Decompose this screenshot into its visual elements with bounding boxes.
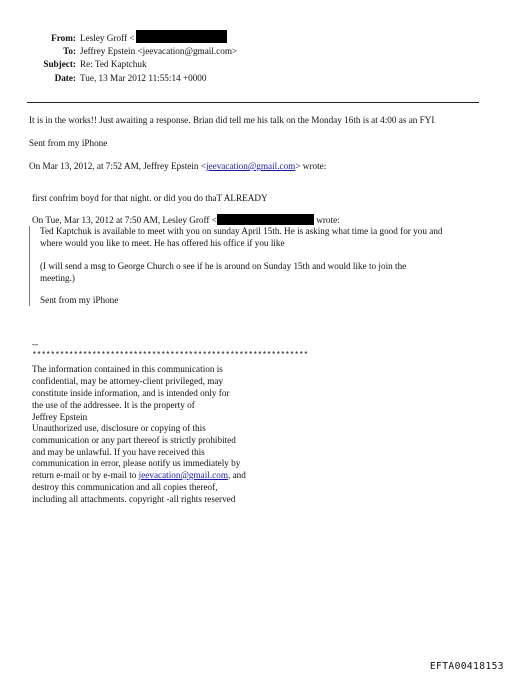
signature-line: communication in error, please notify us immediately by <box>32 458 241 468</box>
signature-line: communication or any part thereof is strictly prohibited <box>32 435 236 445</box>
signature-email-line <box>32 469 246 481</box>
signature-line: destroy this communication and all copies thereof, <box>32 482 218 492</box>
reply1-suffix: > wrote: <box>295 161 327 171</box>
sent-from-iphone-2: Sent from my iPhone <box>40 295 119 305</box>
reply2-prefix: On Tue, Mar 13, 2012 at 7:50 AM, Lesley Groff < <box>32 215 217 225</box>
quote-line-3: (I will send a msg to George Church o see if he is around on Sunday 15th and would like to join the <box>40 261 407 271</box>
signature-dashes: -- <box>32 339 39 349</box>
reply2-suffix: wrote: <box>313 215 340 225</box>
date-label: Date: <box>54 73 76 83</box>
signature-line: including all attachments. copyright -all rights reserved <box>32 494 236 504</box>
signature-line: constitute inside information, and is intended only for <box>32 388 230 398</box>
from-label: From: <box>51 33 76 43</box>
to-value: Jeffrey Epstein <jeevacation@gmail.com> <box>80 46 238 56</box>
signature-line: confidential, may be attorney-client privileged, may <box>32 376 224 386</box>
document-id: EFTA00418153 <box>429 661 504 672</box>
date-value: Tue, 13 Mar 2012 11:55:14 +0000 <box>80 73 207 83</box>
reply-attribution-1 <box>29 160 326 172</box>
header-divider <box>27 102 479 103</box>
body-line-1: It is in the works!! Just awaiting a response. Brian did tell me his talk on the Monday 16th is at 4:00 as an FYI <box>29 115 435 125</box>
redaction-box <box>217 214 314 225</box>
subject-value: Re: Ted Kaptchuk <box>80 59 147 69</box>
header-subject-row <box>0 58 512 70</box>
quote-line-4: meeting.) <box>40 273 75 283</box>
header-date-row <box>0 72 512 84</box>
signature-line: and may be unlawful. If you have received this <box>32 447 205 457</box>
signature-email-suffix: , and <box>227 470 246 480</box>
quote-line-1: Ted Kaptchuk is available to meet with you on sunday April 15th. He is asking what time ia good for you and <box>40 226 443 236</box>
redaction-box <box>136 30 227 43</box>
email-link[interactable]: jeevacation@gmail.com <box>206 161 296 171</box>
header-from-row <box>0 32 512 44</box>
body-confirm-line: first confrim boyd for that night. or did you do thaT ALREADY <box>32 193 268 203</box>
signature-email-prefix: return e-mail or by e-mail to <box>32 470 139 480</box>
sent-from-iphone-1: Sent from my iPhone <box>29 138 108 148</box>
reply1-prefix: On Mar 13, 2012, at 7:52 AM, Jeffrey Epstein < <box>29 161 206 171</box>
subject-label: Subject: <box>43 59 76 69</box>
signature-line: the use of the addressee. It is the property of <box>32 400 195 410</box>
signature-line: Unauthorized use, disclosure or copying of this <box>32 423 206 433</box>
to-label: To: <box>63 46 76 56</box>
signature-line: Jeffrey Epstein <box>32 412 88 422</box>
quote-line-2: where would you like to meet. He has offered his office if you like <box>40 238 285 248</box>
quote-bar <box>29 226 30 306</box>
from-name: Lesley Groff < <box>80 33 135 43</box>
signature-stars: ************************************************************ <box>32 351 309 360</box>
signature-email-link[interactable]: jeevacation@gmail.com <box>138 470 228 480</box>
from-value <box>80 32 227 44</box>
signature-line: The information contained in this communication is <box>32 364 223 374</box>
header-to-row <box>0 45 512 57</box>
